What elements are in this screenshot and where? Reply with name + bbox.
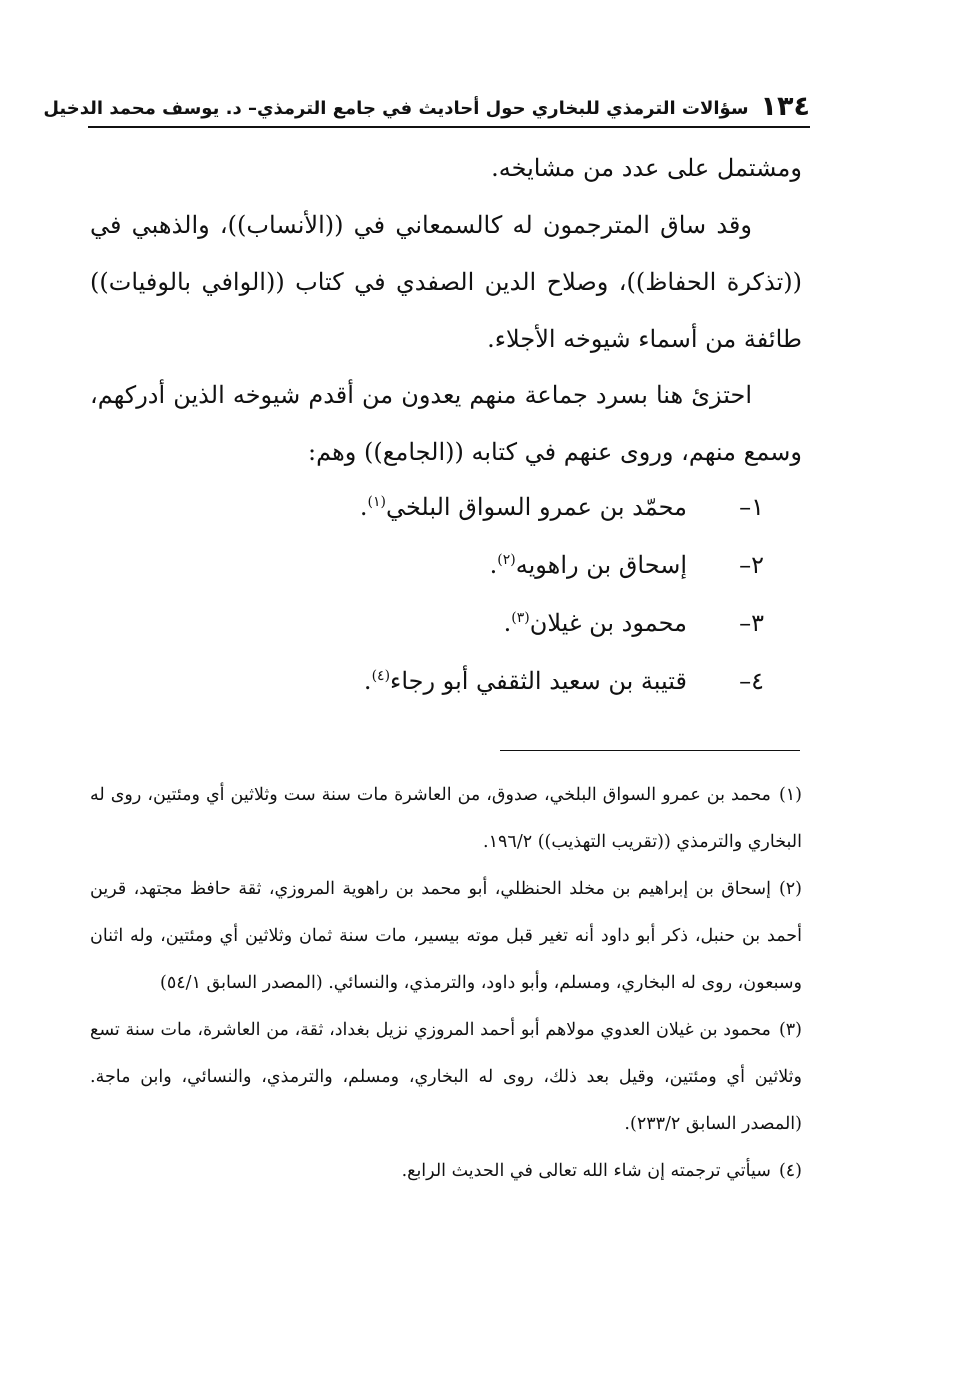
footnote-text: سيأتي ترجمته إن شاء الله تعالى في الحديث الرابع. <box>401 1161 771 1181</box>
list-item-end: . <box>363 667 372 695</box>
list-item-text <box>360 493 687 521</box>
list-item-number: ١– <box>739 493 764 521</box>
list-item-number: ٤– <box>739 667 764 695</box>
running-title: سؤالات الترمذي للبخاري حول أحاديث في جامع الترمذي– د. يوسف محمد الدخيل <box>43 98 749 119</box>
footnote-text: محمد بن عمرو السواق البلخي، صدوق، من العاشرة مات سنة ست وثلاثين أي ومئتين، روى له البخاري والترمذي ((تقريب التهذيب)) ١٩٦/٢. <box>90 785 802 852</box>
page-number: ١٣٤ <box>760 91 810 122</box>
list-item-name: محمود بن غيلان <box>529 609 687 637</box>
list-item-text <box>490 551 687 579</box>
footnote <box>90 866 802 1007</box>
footnote-label: (١) <box>778 785 802 805</box>
footnote-ref[interactable]: (١) <box>367 494 386 510</box>
list-item-text <box>364 667 687 695</box>
paragraph-2: وقد ساق المترجمون له كالسمعاني في ((الأنساب))، والذهبي في ((تذكرة الحفاظ))، وصلاح الدين الصفدي في كتاب ((الوافي بالوفيات)) طائفة من أسماء شيوخه الأجلاء. <box>90 211 802 353</box>
paragraph-3: احتزئ هنا بسرد جماعة منهم يعدون من أقدم شيوخه الذين أدركهم، وسمع منهم، وروى عنهم في كتابه ((الجامع)) وهم: <box>90 381 802 466</box>
paragraph-1: ومشتمل على عدد من مشايخه. <box>491 154 802 182</box>
list-item <box>90 652 802 710</box>
footnote-text: إسحاق بن إبراهيم بن مخلد الحنظلي، أبو محمد بن راهوية المروزي، ثقة حافظ مجتهد، قرين أحمد بن حنبل، ذكر أبو داود أنه تغير قبل موته بيسير، مات سنة ثمان وثلاثين أي ومئتين، وله اثنان وسبعون، روى له البخاري، ومسلم، وأبو داود، والترمذي، والنسائي. (المصدر السابق ٥٤/١) <box>90 879 802 993</box>
list-item-number: ٣– <box>739 609 764 637</box>
list-item-name: محمّد بن عمرو السواق البلخي <box>385 493 687 521</box>
footnote-label: (٢) <box>778 879 802 899</box>
footnote-label: (٤) <box>778 1161 802 1181</box>
list-item-end: . <box>489 551 498 579</box>
footnotes <box>90 772 802 1195</box>
list-item <box>90 594 802 652</box>
list-item-text <box>504 609 687 637</box>
footnote <box>90 1148 802 1195</box>
teachers-list <box>90 478 802 710</box>
footnote-ref[interactable]: (٤) <box>371 668 391 684</box>
list-item <box>90 478 802 536</box>
footnote-ref[interactable]: (٢) <box>497 552 516 568</box>
footnote <box>90 772 802 866</box>
page-header <box>43 88 810 128</box>
list-item-name: إسحاق بن راهويه <box>515 551 687 579</box>
footnote-ref[interactable]: (٣) <box>511 610 530 626</box>
list-item-number: ٢– <box>739 551 764 579</box>
footnote-separator <box>500 750 800 751</box>
list-item-end: . <box>359 493 368 521</box>
header-rule <box>88 126 810 128</box>
list-item <box>90 536 802 594</box>
list-item-name: قتيبة بن سعيد الثقفي أبو رجاء <box>390 667 687 695</box>
list-item-end: . <box>503 609 512 637</box>
footnote-label: (٣) <box>778 1020 802 1040</box>
footnote <box>90 1007 802 1148</box>
footnote-text: محمود بن غيلان العدوي مولاهم أبو أحمد المروزي نزيل بغداد، ثقة، من العاشرة، مات سنة تسع وثلاثين أي ومئتين، وقيل بعد ذلك، روى له البخاري، ومسلم، والترمذي، والنسائي، وابن ماجة. (المصدر السابق ٢٣٣/٢). <box>90 1020 802 1134</box>
